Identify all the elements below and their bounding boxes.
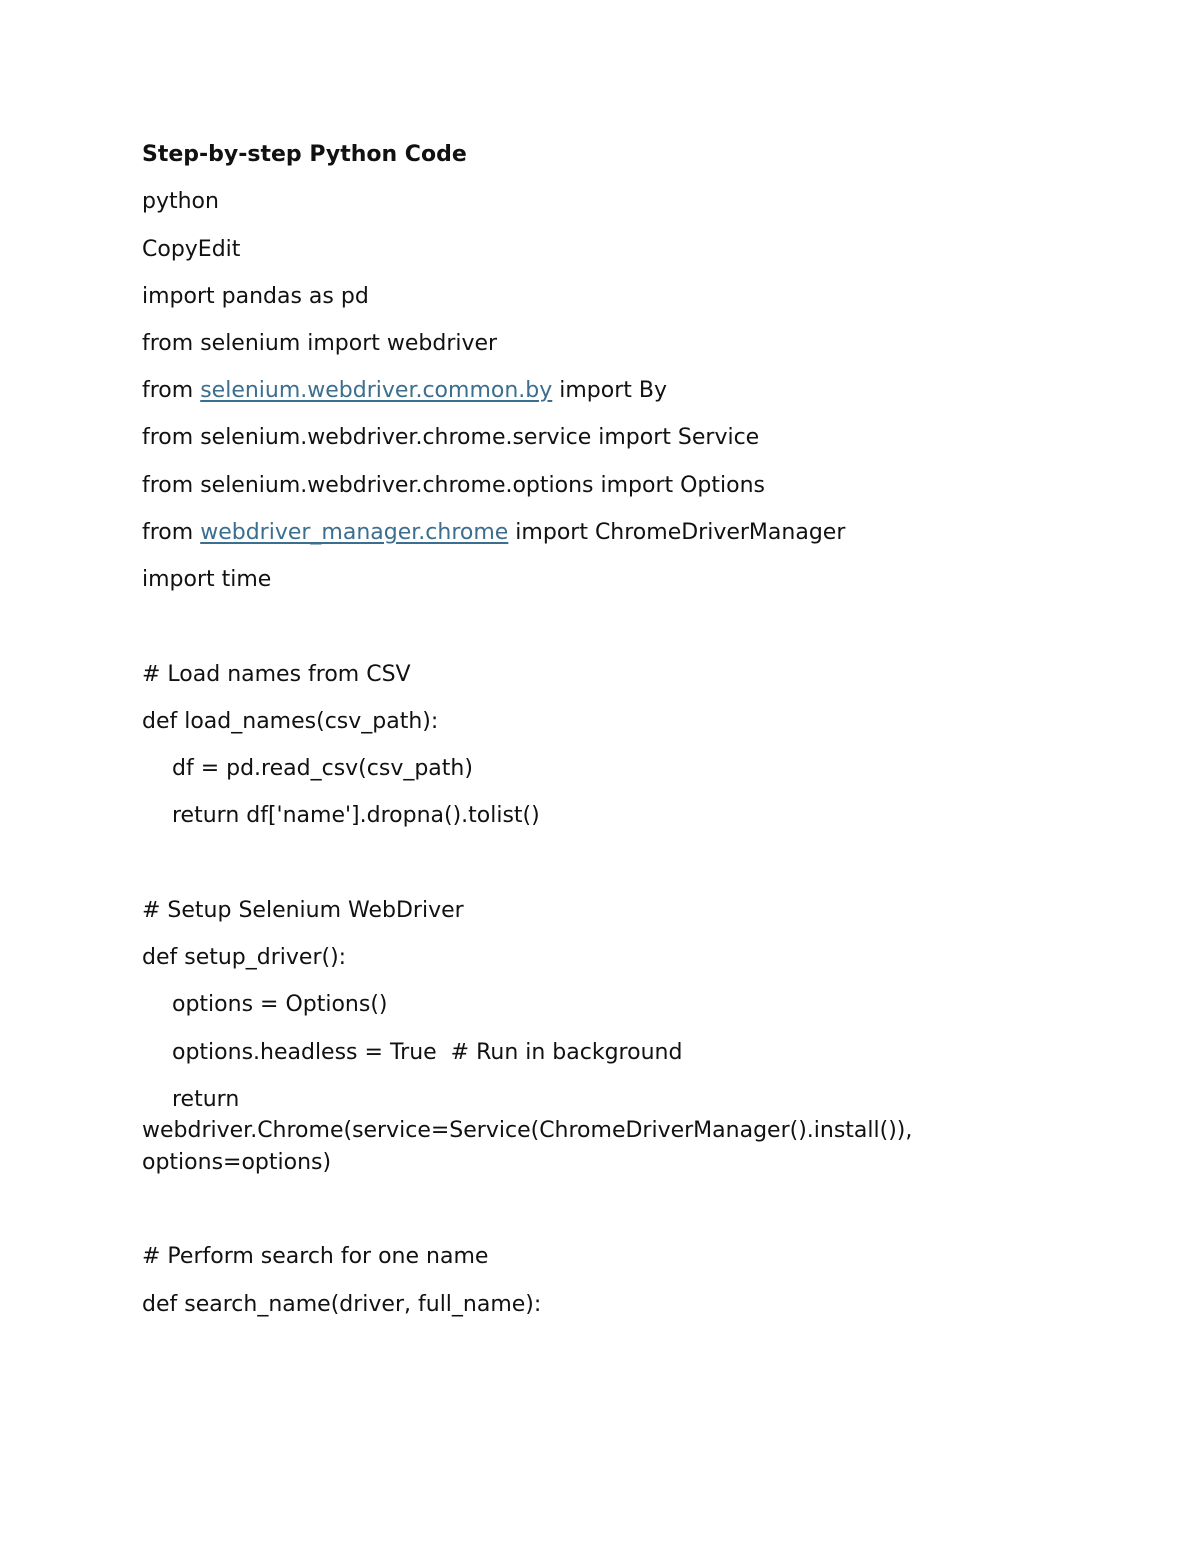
code-line-return-continuation-2: options=options) — [142, 1150, 332, 1175]
code-line-import-webdriver: from selenium import webdriver — [142, 331, 498, 356]
code-line-import-pandas: import pandas as pd — [142, 284, 369, 309]
code-line-import-by — [142, 377, 667, 405]
code-line-import-chromedrivermanager — [142, 519, 845, 547]
code-language-label: python — [142, 189, 219, 214]
copy-edit-label: CopyEdit — [142, 237, 241, 262]
code-line-options-headless: options.headless = True # Run in background — [172, 1040, 683, 1065]
code-text: import ChromeDriverManager — [508, 520, 846, 545]
code-comment-search-name: # Perform search for one name — [142, 1244, 489, 1269]
code-line-options-init: options = Options() — [172, 992, 388, 1017]
code-text: import By — [552, 378, 668, 403]
code-def-setup-driver: def setup_driver(): — [142, 945, 347, 970]
code-comment-load-names: # Load names from CSV — [142, 662, 411, 687]
code-line-read-csv: df = pd.read_csv(csv_path) — [172, 756, 473, 781]
selenium-by-link[interactable]: selenium.webdriver.common.by — [200, 378, 553, 403]
page-title: Step-by-step Python Code — [142, 142, 467, 167]
code-def-search-name: def search_name(driver, full_name): — [142, 1292, 542, 1317]
code-line-return-continuation-1: webdriver.Chrome(service=Service(ChromeDriverManager().install()), — [142, 1118, 913, 1143]
code-comment-setup-driver: # Setup Selenium WebDriver — [142, 898, 464, 923]
code-text: from — [142, 378, 201, 403]
code-line-import-options: from selenium.webdriver.chrome.options import Options — [142, 473, 766, 498]
webdriver-manager-link[interactable]: webdriver_manager.chrome — [200, 520, 509, 545]
code-line-return-names: return df['name'].dropna().tolist() — [172, 803, 540, 828]
code-def-load-names: def load_names(csv_path): — [142, 709, 439, 734]
code-line-import-service: from selenium.webdriver.chrome.service import Service — [142, 425, 760, 450]
code-text: from — [142, 520, 201, 545]
code-line-return: return — [172, 1087, 240, 1112]
code-line-import-time: import time — [142, 567, 272, 592]
